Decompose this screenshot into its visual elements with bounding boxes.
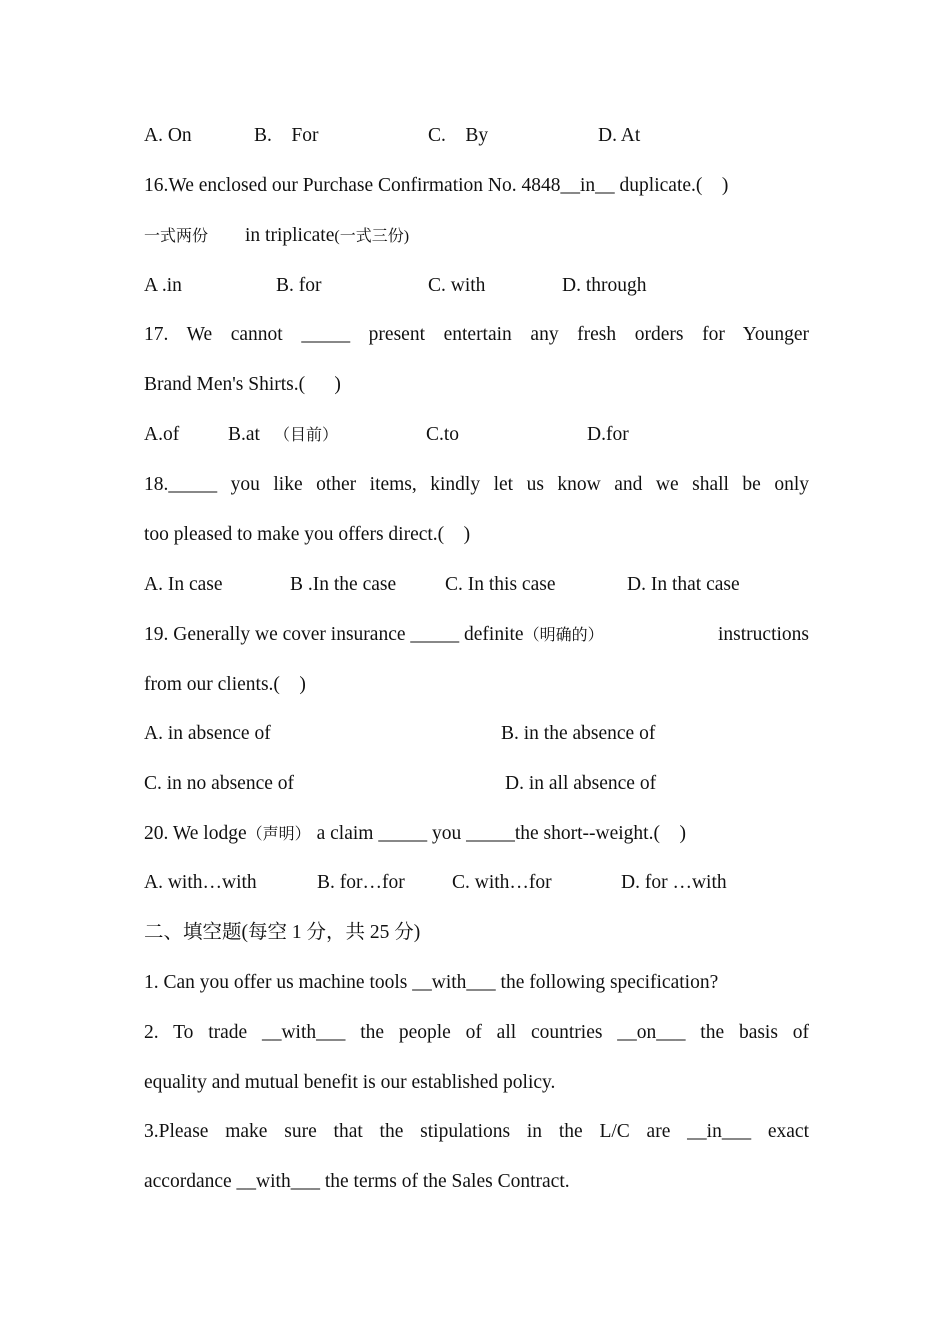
q20-note-cn: （声明） bbox=[246, 826, 311, 843]
q19-stem-line1 bbox=[144, 622, 809, 649]
q19-stem-part2: instructions bbox=[718, 624, 809, 645]
q17-option-b: B.at （目前） bbox=[228, 424, 338, 445]
q15-option-d: D. At bbox=[598, 125, 641, 146]
q16-note bbox=[144, 223, 809, 250]
q17-stem-line1: 17. We cannot _____ present entertain any fresh orders for Younger bbox=[144, 324, 809, 345]
fill-q2-line2: equality and mutual benefit is our established policy. bbox=[144, 1072, 556, 1093]
q15-option-a: A. On bbox=[144, 125, 192, 146]
q18-stem-line1: 18._____ you like other items, kindly let us know and we shall be only bbox=[144, 474, 809, 495]
q19-option-b: B. in the absence of bbox=[501, 723, 656, 744]
q16-note-cn-duplicate: 一式两份 bbox=[144, 228, 209, 245]
q18-option-d: D. In that case bbox=[627, 574, 740, 595]
q17-stem-line2: Brand Men's Shirts.( ) bbox=[144, 374, 341, 395]
q20-option-d: D. for …with bbox=[621, 872, 727, 893]
q19-option-c: C. in no absence of bbox=[144, 773, 295, 794]
fill-q3-line1: 3.Please make sure that the stipulations in the L/C are __in___ exact bbox=[144, 1121, 809, 1142]
q16-option-c: C. with bbox=[428, 275, 486, 296]
q19-note-cn: （明确的） bbox=[523, 627, 604, 644]
q19-option-d: D. in all absence of bbox=[505, 773, 657, 794]
q16-option-d: D. through bbox=[562, 275, 647, 296]
fill-q1: 1. Can you offer us machine tools __with___ the following specification? bbox=[144, 972, 719, 993]
q16-option-b: B. for bbox=[276, 275, 322, 296]
q18-stem-line2: too pleased to make you offers direct.( ) bbox=[144, 524, 471, 545]
q20-option-b: B. for…for bbox=[317, 872, 405, 893]
q17-option-c: C.to bbox=[426, 424, 460, 445]
q20-option-a: A. with…with bbox=[144, 872, 257, 893]
q16-note-cn-triplicate: (一式三份) bbox=[334, 228, 410, 245]
q18-option-c: C. In this case bbox=[445, 574, 556, 595]
fill-q3-line2: accordance __with___ the terms of the Sales Contract. bbox=[144, 1171, 570, 1192]
q17-option-a: A.of bbox=[144, 424, 180, 445]
q18-option-b: B .In the case bbox=[290, 574, 397, 595]
q16-option-a: A .in bbox=[144, 275, 182, 296]
q20-stem bbox=[144, 821, 809, 848]
q19-stem-line2: from our clients.( ) bbox=[144, 674, 306, 695]
q16-note-triplicate: in triplicate bbox=[245, 225, 335, 246]
q19-option-a: A. in absence of bbox=[144, 723, 271, 744]
q16-stem: 16.We enclosed our Purchase Confirmation No. 4848__in__ duplicate.( ) bbox=[144, 175, 729, 196]
q15-option-c: C. By bbox=[428, 125, 489, 146]
q19-stem-part1: 19. Generally we cover insurance _____ definite bbox=[144, 624, 524, 645]
q18-option-a: A. In case bbox=[144, 574, 223, 595]
q20-stem-part2: a claim _____ you _____the short--weight.( ) bbox=[316, 823, 686, 844]
q20-stem-part1: 20. We lodge bbox=[144, 823, 247, 844]
q17-option-d: D.for bbox=[587, 424, 629, 445]
q17-note-cn: （目前） bbox=[273, 427, 338, 444]
fill-q2-line1: 2. To trade __with___ the people of all countries __on___ the basis of bbox=[144, 1022, 809, 1043]
q20-option-c: C. with…for bbox=[452, 872, 552, 893]
section2-heading: 二、填空题(每空 1 分，共 25 分) bbox=[144, 922, 421, 943]
q15-option-b: B. For bbox=[254, 125, 319, 146]
